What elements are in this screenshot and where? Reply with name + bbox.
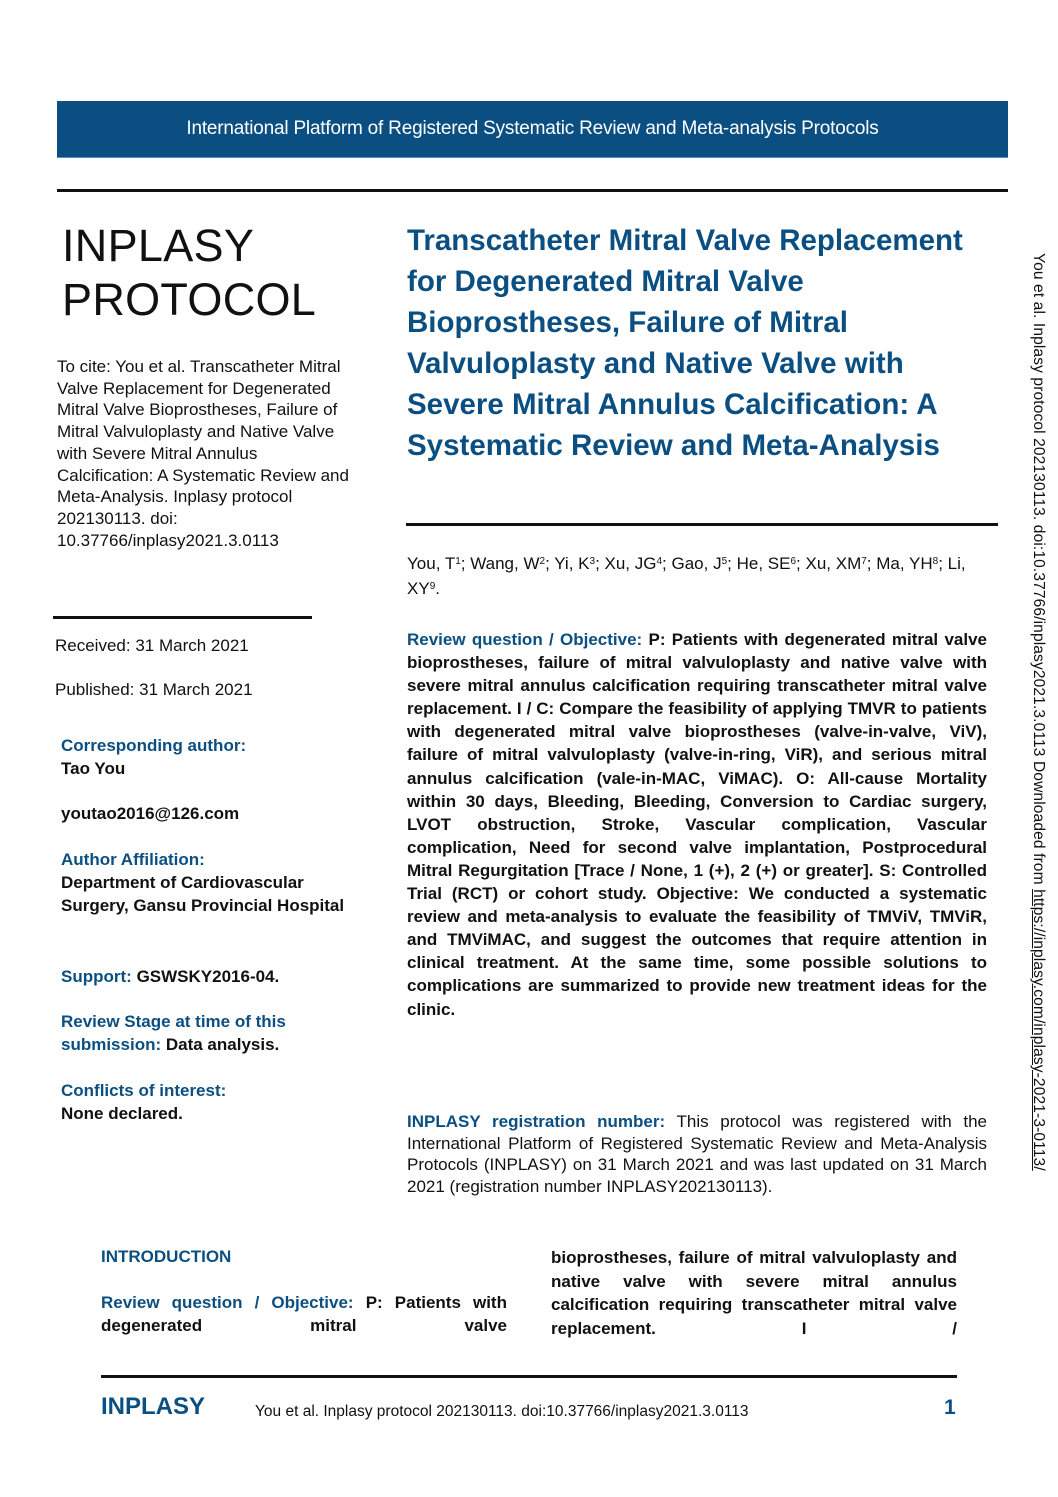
footer-brand: INPLASY: [101, 1393, 206, 1420]
side-note-text: You et al. Inplasy protocol 202130113. doi:10.37766/inplasy2021.3.0113 Downloaded from: [1030, 253, 1047, 890]
author-name: Xu, JG: [604, 554, 657, 573]
author-affiliation-index: 1: [455, 556, 461, 567]
support-label: Support:: [61, 967, 132, 986]
conflicts-label: Conflicts of interest:: [61, 1081, 227, 1100]
review-stage-value: Data analysis.: [165, 1035, 280, 1054]
author: Li, $XY^9$.: [407, 554, 966, 598]
download-link[interactable]: https://inplasy.com/inplasy-2021-3-0113/: [1030, 889, 1047, 1171]
page-number: 1: [944, 1396, 956, 1419]
author-name: Wang, W: [470, 554, 540, 573]
author-affiliation-index: 8: [932, 556, 939, 567]
corresponding-author: [61, 734, 361, 780]
author-name: He, SE: [736, 554, 791, 573]
author: Xu, $XM^7$;: [805, 554, 877, 573]
author: Yi, $K^3$;: [554, 554, 605, 573]
author-affiliation-index: 5: [721, 556, 728, 567]
footer-citation: You et al. Inplasy protocol 202130113. doi:10.37766/inplasy2021.3.0113: [255, 1403, 749, 1420]
author-affiliation: [61, 848, 361, 917]
registration-label: INPLASY registration number:: [407, 1112, 666, 1131]
affiliation-label: Author Affiliation:: [61, 850, 205, 869]
review-stage: [61, 1010, 341, 1056]
author-email[interactable]: [61, 802, 361, 825]
conflicts-value: None declared.: [61, 1104, 183, 1123]
registration-info: [407, 1111, 987, 1197]
author-list: [407, 550, 997, 600]
abstract-text: P: Patients with degenerated mitral valve bioprostheses, failure of mitral valvuloplasty and native valve with severe mitral annulus calcification requiring transcatheter mitral valve replacement. I / C: Compare the feasibility of applying TMVR to patients with degenerated mitral valve bioprostheses (valve-in-valve, ViV), failure of mitral valvuloplasty (valve-in-ring, ViR), and serious mitral annulus calcification (vale-in-MAC, ViMAC). O: All-cause Mortality within 30 days, Bleeding, Bleeding, Conversion to Cardiac surgery, LVOT obstruction, Stroke, Vascular complication, Vascular complication, Need for second valve implantation, Postprocedural Mitral Regurgitation [Trace / None, 1 (+), 2 (+) or greater]. S: Controlled Trial (RCT) or cohort study. Objective: We conducted a systematic review and meta-analysis to evaluate the feasibility of TMViV, TMViR, and TMViMAC, and suggest the outcomes that require attention in clinical treatment. At the same time, some possible solutions to complications are summarized to provide new treatment ideas for the clinic.: [407, 630, 987, 1019]
footer-divider: [101, 1375, 957, 1378]
banner-text: International Platform of Registered Systematic Review and Meta-analysis Protocols: [186, 118, 879, 139]
author-affiliation-index: 3: [589, 556, 596, 567]
affiliation-value: Department of Cardiovascular Surgery, Gansu Provincial Hospital: [61, 873, 345, 915]
conflicts-of-interest: [61, 1079, 361, 1125]
citation-text: To cite: You et al. Transcatheter Mitral Valve Replacement for Degenerated Mitral Valve Bioprostheses, Failure of Mitral Valvuloplasty and Native Valve with Severe Mitral Annulus Calcification: A Systematic Review and Meta-Analysis. Inplasy protocol 202130113. doi: 10.37766/inplasy2021.3.0113: [57, 357, 349, 550]
top-divider: [57, 189, 1008, 192]
author-affiliation-index: 6: [790, 556, 797, 567]
side-download-note: [1029, 253, 1047, 1171]
abstract-label: Review question / Objective:: [407, 630, 643, 649]
title-divider: [406, 523, 998, 526]
protocol-label-line2: PROTOCOL: [62, 274, 317, 325]
author: He, $SE^6$;: [736, 554, 806, 573]
received-date: Received: 31 March 2021: [55, 636, 249, 655]
author-affiliation-index: 7: [861, 556, 867, 567]
support: [61, 965, 361, 988]
author-affiliation-index: 2: [539, 556, 546, 567]
author-name: Li, XY: [407, 554, 966, 598]
review-stage-label: Review Stage at time of this submission:: [61, 1012, 286, 1054]
author: Gao, $J^5$;: [671, 554, 737, 573]
published-date: Published: 31 March 2021: [55, 680, 253, 699]
author: Xu, $JG^4$;: [604, 554, 672, 573]
author-name: Ma, YH: [876, 554, 933, 573]
abstract: [407, 628, 987, 1021]
corresponding-author-name: Tao You: [61, 759, 126, 778]
author: Wang, $W^2$;: [470, 554, 555, 573]
registration-text: This protocol was registered with the International Platform of Registered Systematic Review and Meta-Analysis Protocols (INPLASY) on 31 March 2021 and was last updated on 31 March 2021 (registration number INPLASY202130113).: [407, 1112, 987, 1196]
email-link[interactable]: youtao2016@126.com: [61, 804, 240, 823]
protocol-label-line1: INPLASY: [62, 220, 255, 271]
introduction-left-column: [101, 1291, 507, 1337]
platform-banner: [57, 101, 1008, 158]
author: Ma, $YH^8$;: [876, 554, 948, 573]
author-name: You, T: [407, 554, 456, 573]
introduction-left-text: P: Patients with degenerated mitral valve: [101, 1293, 507, 1335]
author-name: Gao, J: [671, 554, 722, 573]
author-name: Yi, K: [554, 554, 590, 573]
introduction-right-column: bioprostheses, failure of mitral valvuloplasty and native valve with severe mitral annulus calcification requiring transcatheter mitral valve replacement. I /: [551, 1248, 957, 1338]
author-affiliation-index: 4: [656, 556, 663, 567]
introduction-label: Review question / Objective:: [101, 1293, 354, 1312]
author-affiliation-index: 9: [429, 581, 436, 592]
sidebar-divider: [53, 616, 312, 619]
support-value: GSWSKY2016-04.: [136, 967, 280, 986]
corresponding-author-label: Corresponding author:: [61, 736, 247, 755]
paper-title: Transcatheter Mitral Valve Replacement for Degenerated Mitral Valve Bioprostheses, Failure of Mitral Valvuloplasty and Native Valve with Severe Mitral Annulus Calcification: A Systematic Review and Meta-Analysis: [407, 224, 963, 462]
protocol-label: [62, 219, 382, 327]
introduction-heading: INTRODUCTION: [101, 1247, 232, 1266]
author: You, $T^1$;: [407, 554, 471, 573]
author-name: Xu, XM: [805, 554, 862, 573]
